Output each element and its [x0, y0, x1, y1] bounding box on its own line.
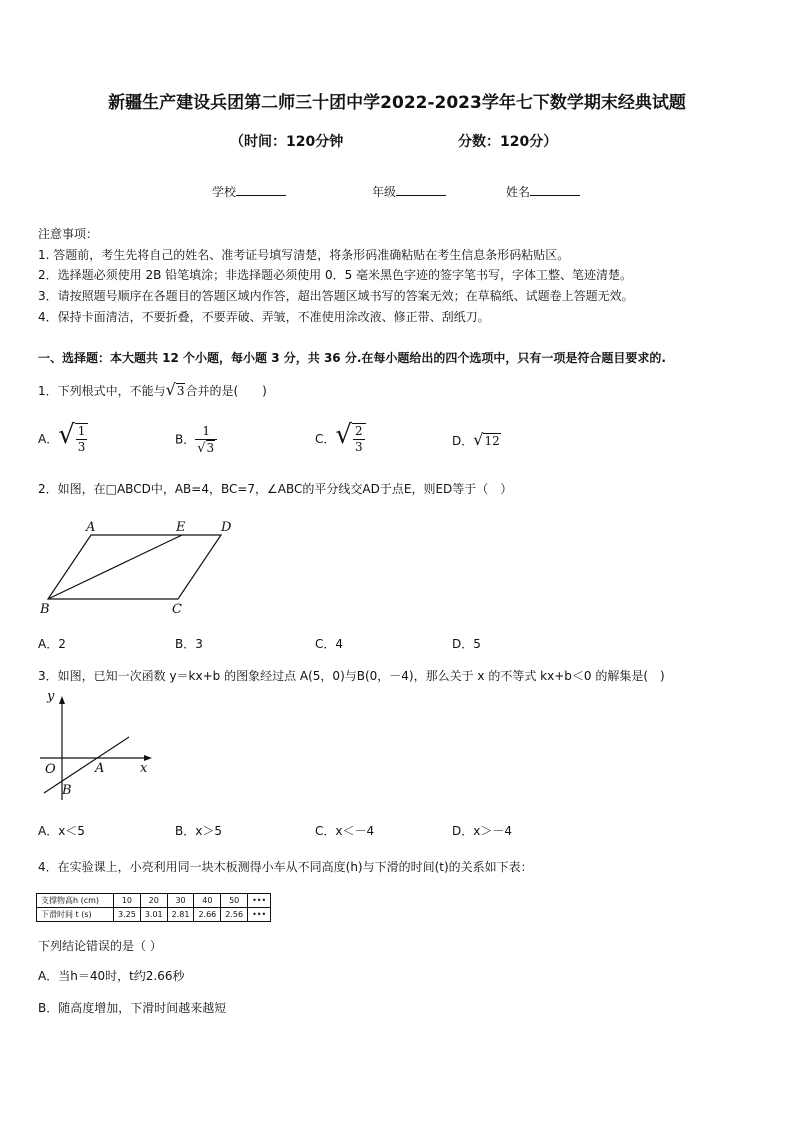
- name-field: [506, 183, 580, 200]
- table-row-header: 下滑时间 t (s): [37, 908, 114, 922]
- q2-option-b: B．3: [175, 637, 203, 651]
- option-label: A．: [38, 432, 59, 446]
- q1-a-fraction: [76, 424, 88, 455]
- q1-stem: [38, 380, 267, 399]
- numerator: 1: [77, 424, 86, 438]
- table-cell: •••: [248, 894, 271, 908]
- table-row: [37, 894, 271, 908]
- parallelogram-figure: [36, 513, 256, 617]
- q1-a-radical: [75, 423, 89, 455]
- function-line: [44, 737, 129, 793]
- table-cell: 3.25: [114, 908, 141, 922]
- table-cell: 2.56: [221, 908, 248, 922]
- q1-stem-radicand: 3: [176, 384, 185, 398]
- sqrt-symbol: √: [165, 380, 176, 399]
- notes-heading: 注意事项：: [38, 227, 99, 241]
- q1-b-fraction: [195, 424, 217, 456]
- q2-option-c: C．4: [315, 637, 344, 651]
- bisector-be: [48, 535, 182, 599]
- name-label: 姓名: [506, 185, 531, 199]
- label-a: A: [86, 520, 96, 535]
- sqrt-symbol: √: [335, 420, 352, 450]
- table-cell: 2.66: [194, 908, 221, 922]
- time-label: （时间：120分钟: [230, 134, 344, 150]
- label-y: y: [47, 689, 55, 704]
- school-blank: [236, 184, 286, 196]
- grade-field: [372, 183, 446, 200]
- table-cell: •••: [248, 908, 271, 922]
- table-cell: 50: [221, 894, 248, 908]
- label-b: B: [40, 602, 50, 617]
- q2-option-d: D．5: [452, 637, 481, 651]
- option-label: D．: [452, 434, 474, 448]
- y-axis-arrow: [59, 696, 65, 704]
- name-blank: [530, 184, 580, 196]
- q3-option-b: B．x＞5: [175, 824, 222, 838]
- section-heading: 一、选择题：本大题共 12 个小题，每小题 3 分，共 36 分.在每小题给出的四个选项中，只有一项是符合题目要求的.: [38, 351, 666, 365]
- table-row-header: 支撑物高h (cm): [37, 894, 114, 908]
- radicand: 3: [206, 441, 215, 455]
- q2-stem: 2．如图，在□ABCD中，AB=4，BC=7，∠ABC的平分线交AD于点E，则ED等于（ ）: [38, 482, 513, 496]
- table-cell: 30: [167, 894, 194, 908]
- label-o: O: [45, 762, 56, 777]
- numerator: 2: [354, 424, 363, 438]
- score-label: 分数：120分）: [458, 134, 558, 150]
- grade-label: 年级: [372, 185, 397, 199]
- denominator: 3: [77, 440, 86, 454]
- q1-option-c: [315, 420, 366, 455]
- q3-stem: 3．如图，已知一次函数 y＝kx+b 的图象经过点 A(5，0)与B(0，－4)，那么关于 x 的不等式 kx+b＜0 的解集是( ): [38, 669, 665, 683]
- denominator: [195, 439, 217, 456]
- table-cell: 20: [140, 894, 167, 908]
- table-cell: 40: [194, 894, 221, 908]
- q1-stem-text-2: 合并的是( ): [185, 384, 267, 398]
- q1-c-fraction: [353, 424, 365, 455]
- page-title: 新疆生产建设兵团第二师三十团中学2022-2023学年七下数学期末经典试题: [108, 93, 686, 113]
- note-item-2: 2．选择题必须使用 2B 铅笔填涂；非选择题必须使用 0．5 毫米黑色字迹的签字笔书写，字体工整、笔迹清楚。: [38, 268, 633, 282]
- q4-stem: 4．在实验课上，小亮利用同一块木板测得小车从不同高度(h)与下滑的时间(t)的关系如下表：: [38, 860, 533, 874]
- label-d: D: [221, 520, 232, 535]
- q4-option-b: B．随高度增加，下滑时间越来越短: [38, 1001, 227, 1015]
- q1-option-a: [38, 420, 88, 455]
- option-label: C．: [315, 432, 336, 446]
- table-cell: 3.01: [140, 908, 167, 922]
- table-row: [37, 908, 271, 922]
- note-item-4: 4．保持卡面清洁，不要折叠，不要弄破、弄皱，不准使用涂改液、修正带、刮纸刀。: [38, 310, 490, 324]
- sqrt-symbol: √: [58, 420, 75, 450]
- q3-option-d: D．x＞－4: [452, 824, 512, 838]
- q4-option-a: A．当h＝40时，t约2.66秒: [38, 969, 185, 983]
- q1-option-b: [175, 424, 217, 456]
- radicand: 12: [484, 434, 500, 448]
- label-x: x: [140, 761, 148, 776]
- numerator: 1: [202, 424, 211, 438]
- q1-stem-text: 1．下列根式中，不能与: [38, 384, 166, 398]
- linear-function-graph: [36, 688, 166, 808]
- table-cell: 2.81: [167, 908, 194, 922]
- sqrt-symbol: √: [473, 430, 484, 449]
- table-cell: 10: [114, 894, 141, 908]
- label-a: A: [95, 761, 105, 776]
- q1-c-radical: [352, 423, 366, 455]
- option-label: B．: [175, 432, 196, 447]
- q1-option-d: [452, 430, 501, 449]
- label-b: B: [62, 783, 72, 798]
- q2-option-a: A．2: [38, 637, 66, 651]
- q4-prompt: 下列结论错误的是（ ）: [38, 939, 162, 953]
- q3-option-a: A．x＜5: [38, 824, 85, 838]
- note-item-3: 3．请按照题号顺序在各题目的答题区域内作答，超出答题区域书写的答案无效；在草稿纸、试题卷上答题无效。: [38, 289, 634, 303]
- label-e: E: [176, 520, 186, 535]
- school-label: 学校: [212, 185, 237, 199]
- height-time-table: [36, 893, 271, 922]
- parallelogram-abcd: [48, 535, 221, 599]
- sqrt-symbol: √: [197, 441, 206, 456]
- school-field: [212, 183, 286, 200]
- denominator: 3: [354, 440, 363, 454]
- label-c: C: [172, 602, 182, 617]
- grade-blank: [396, 184, 446, 196]
- note-item-1: 1. 答题前，考生先将自己的姓名、准考证号填写清楚，将条形码准确粘贴在考生信息条形码粘贴区。: [38, 248, 570, 262]
- q3-option-c: C．x＜－4: [315, 824, 375, 838]
